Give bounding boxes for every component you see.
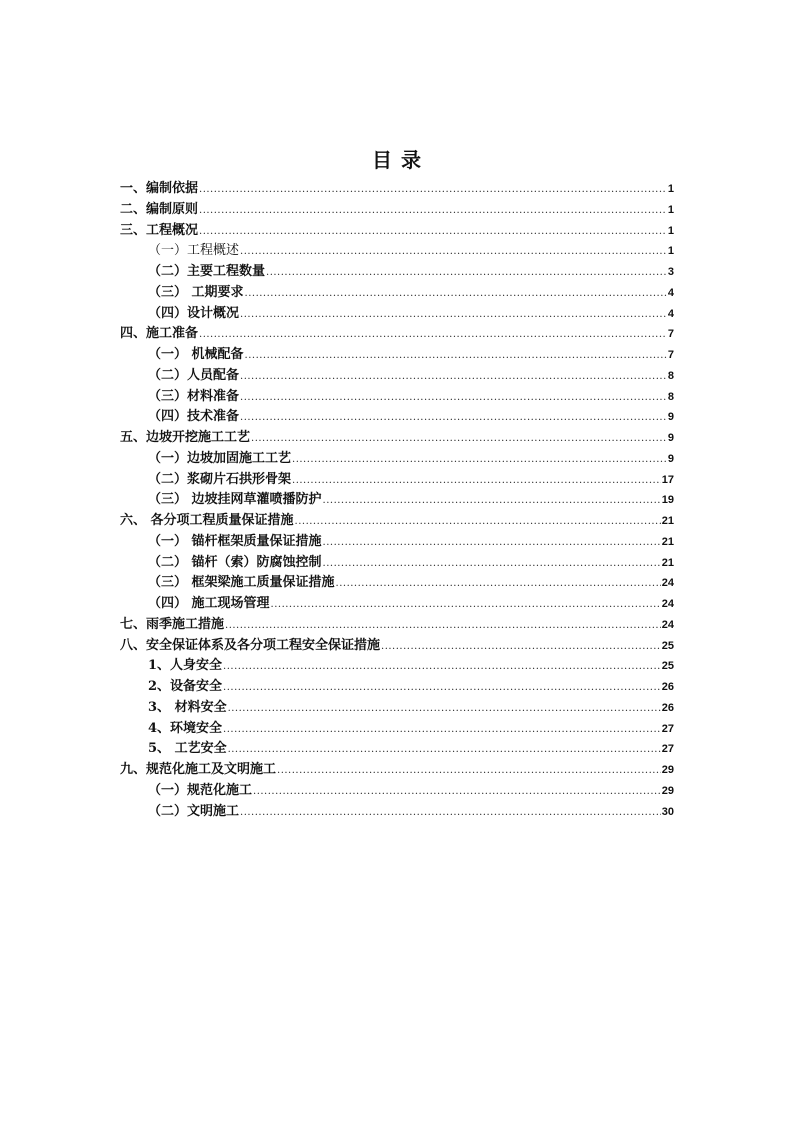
table-of-contents — [120, 179, 674, 822]
dot-leader — [266, 263, 667, 284]
toc-page-number: 26 — [661, 681, 674, 693]
toc-entry-text: （一）规范化施工 — [148, 782, 253, 798]
toc-entry-text: 三、工程概况 — [120, 222, 199, 238]
dot-leader — [228, 699, 661, 720]
toc-entry-text: （一）工程概述 — [148, 243, 240, 259]
toc-page-number: 30 — [661, 805, 674, 818]
toc-page-number: 3 — [667, 266, 674, 278]
toc-entry-text: 七、雨季施工措施 — [120, 616, 225, 632]
toc-page-number: 29 — [661, 784, 674, 797]
dot-leader — [199, 222, 667, 243]
toc-subentry[interactable] — [120, 802, 674, 823]
toc-entry-text: 二、编制原则 — [120, 201, 199, 217]
toc-page-number: 27 — [661, 722, 674, 735]
toc-subentry[interactable] — [120, 698, 674, 719]
toc-page-number: 4 — [667, 286, 674, 299]
toc-entry[interactable] — [120, 221, 674, 242]
toc-page-number: 29 — [661, 764, 674, 776]
toc-entry-text: （二）文明施工 — [148, 803, 240, 819]
toc-entry-text: 4、环境安全 — [148, 720, 223, 736]
toc-entry[interactable] — [120, 179, 674, 200]
toc-entry-text: 一、编制依据 — [120, 181, 199, 196]
toc-page-number: 24 — [661, 598, 674, 610]
toc-entry-text: （二）人员配备 — [148, 367, 240, 383]
toc-page-number: 24 — [661, 577, 674, 590]
toc-entry-text: 2、设备安全 — [148, 679, 223, 694]
toc-entry[interactable] — [120, 428, 674, 449]
toc-entry-text: 八、安全保证体系及各分项工程安全保证措施 — [120, 637, 381, 653]
toc-entry[interactable] — [120, 615, 674, 636]
dot-leader — [292, 450, 667, 471]
toc-page-number: 7 — [667, 328, 674, 341]
toc-entry-text: （一） 锚杆框架质量保证措施 — [148, 533, 322, 549]
dot-leader — [323, 491, 661, 512]
toc-page-number: 27 — [661, 743, 674, 756]
toc-subentry[interactable] — [120, 304, 674, 325]
dot-leader — [381, 637, 661, 658]
toc-subentry[interactable] — [120, 781, 674, 802]
dot-leader — [295, 512, 661, 533]
toc-page-number: 24 — [661, 618, 674, 631]
toc-page-number: 1 — [667, 203, 674, 216]
toc-entry-text: 四、施工准备 — [120, 326, 199, 342]
toc-entry-text: （三） 工期要求 — [148, 284, 244, 300]
toc-subentry[interactable] — [120, 345, 674, 366]
toc-page-number: 1 — [667, 224, 674, 237]
toc-page-number: 8 — [667, 390, 674, 403]
dot-leader — [323, 554, 661, 575]
toc-page-number: 25 — [661, 660, 674, 673]
toc-subentry[interactable] — [120, 262, 674, 283]
toc-entry-text: 1、人身安全 — [148, 658, 223, 674]
toc-entry[interactable] — [120, 760, 674, 781]
toc-entry-text: 五、边坡开挖施工工艺 — [120, 430, 251, 445]
dot-leader — [245, 346, 667, 367]
toc-subentry[interactable] — [120, 449, 674, 470]
dot-leader — [245, 284, 667, 305]
dot-leader — [223, 678, 661, 699]
toc-page-number: 1 — [667, 183, 674, 195]
toc-page-number: 9 — [667, 432, 674, 444]
toc-page-number: 21 — [661, 515, 674, 527]
toc-title: 目 录 — [372, 148, 422, 172]
toc-subentry[interactable] — [120, 594, 674, 615]
toc-subentry[interactable] — [120, 739, 674, 760]
dot-leader — [199, 325, 667, 346]
dot-leader — [199, 201, 667, 222]
dot-leader — [336, 574, 661, 595]
toc-subentry[interactable] — [120, 283, 674, 304]
toc-entry-text: 5、 工艺安全 — [148, 741, 227, 757]
toc-subentry[interactable] — [120, 719, 674, 740]
dot-leader — [240, 367, 667, 388]
dot-leader — [223, 720, 661, 741]
dot-leader — [223, 657, 661, 678]
toc-entry[interactable] — [120, 511, 674, 532]
toc-entry-text: （一） 机械配备 — [148, 347, 244, 362]
dot-leader — [240, 803, 661, 824]
dot-leader — [240, 242, 667, 263]
dot-leader — [323, 533, 661, 554]
toc-page-number: 25 — [661, 639, 674, 652]
toc-subentry[interactable] — [120, 241, 674, 262]
toc-page-number: 21 — [661, 535, 674, 548]
toc-entry[interactable] — [120, 636, 674, 657]
toc-entry-text: （四）技术准备 — [148, 409, 240, 425]
toc-page-number: 26 — [661, 701, 674, 714]
toc-entry[interactable] — [120, 200, 674, 221]
toc-page-number: 7 — [667, 349, 674, 361]
toc-entry-text: （二）浆砌片石拱形骨架 — [148, 471, 292, 487]
toc-entry-text: 3、 材料安全 — [148, 699, 227, 715]
toc-subentry[interactable] — [120, 553, 674, 574]
toc-entry-text: （四） 施工现场管理 — [148, 596, 270, 611]
dot-leader — [240, 388, 667, 409]
toc-entry-text: （二）主要工程数量 — [148, 264, 266, 279]
toc-subentry[interactable] — [120, 573, 674, 594]
toc-entry[interactable] — [120, 324, 674, 345]
dot-leader — [240, 408, 667, 429]
toc-subentry[interactable] — [120, 677, 674, 698]
toc-entry-text: 六、 各分项工程质量保证措施 — [120, 513, 294, 528]
toc-subentry[interactable] — [120, 532, 674, 553]
toc-entry-text: （二） 锚杆（索）防腐蚀控制 — [148, 554, 322, 570]
toc-page-number: 17 — [661, 473, 674, 486]
dot-leader — [253, 782, 661, 803]
toc-subentry[interactable] — [120, 366, 674, 387]
toc-page-number: 21 — [661, 556, 674, 569]
dot-leader — [228, 740, 661, 761]
toc-subentry[interactable] — [120, 470, 674, 491]
dot-leader — [225, 616, 661, 637]
dot-leader — [251, 429, 667, 450]
dot-leader — [199, 180, 667, 201]
dot-leader — [292, 471, 661, 492]
toc-subentry[interactable] — [120, 490, 674, 511]
toc-page-number: 8 — [667, 369, 674, 382]
toc-page-number: 1 — [667, 245, 674, 258]
toc-page-number: 9 — [667, 452, 674, 465]
toc-entry-text: （三） 边坡挂网草灌喷播防护 — [148, 492, 322, 508]
toc-page-number: 9 — [667, 411, 674, 424]
toc-entry-text: （一）边坡加固施工工艺 — [148, 450, 292, 466]
toc-entry-text: （四）设计概况 — [148, 305, 240, 321]
toc-page-number: 4 — [667, 307, 674, 320]
dot-leader — [271, 595, 661, 616]
toc-subentry[interactable] — [120, 387, 674, 408]
toc-page-number: 19 — [661, 494, 674, 507]
toc-subentry[interactable] — [120, 656, 674, 677]
toc-subentry[interactable] — [120, 407, 674, 428]
toc-entry-text: 九、规范化施工及文明施工 — [120, 762, 277, 777]
dot-leader — [240, 305, 667, 326]
toc-entry-text: （三）材料准备 — [148, 388, 240, 404]
toc-entry-text: （三） 框架梁施工质量保证措施 — [148, 575, 335, 591]
dot-leader — [277, 761, 661, 782]
